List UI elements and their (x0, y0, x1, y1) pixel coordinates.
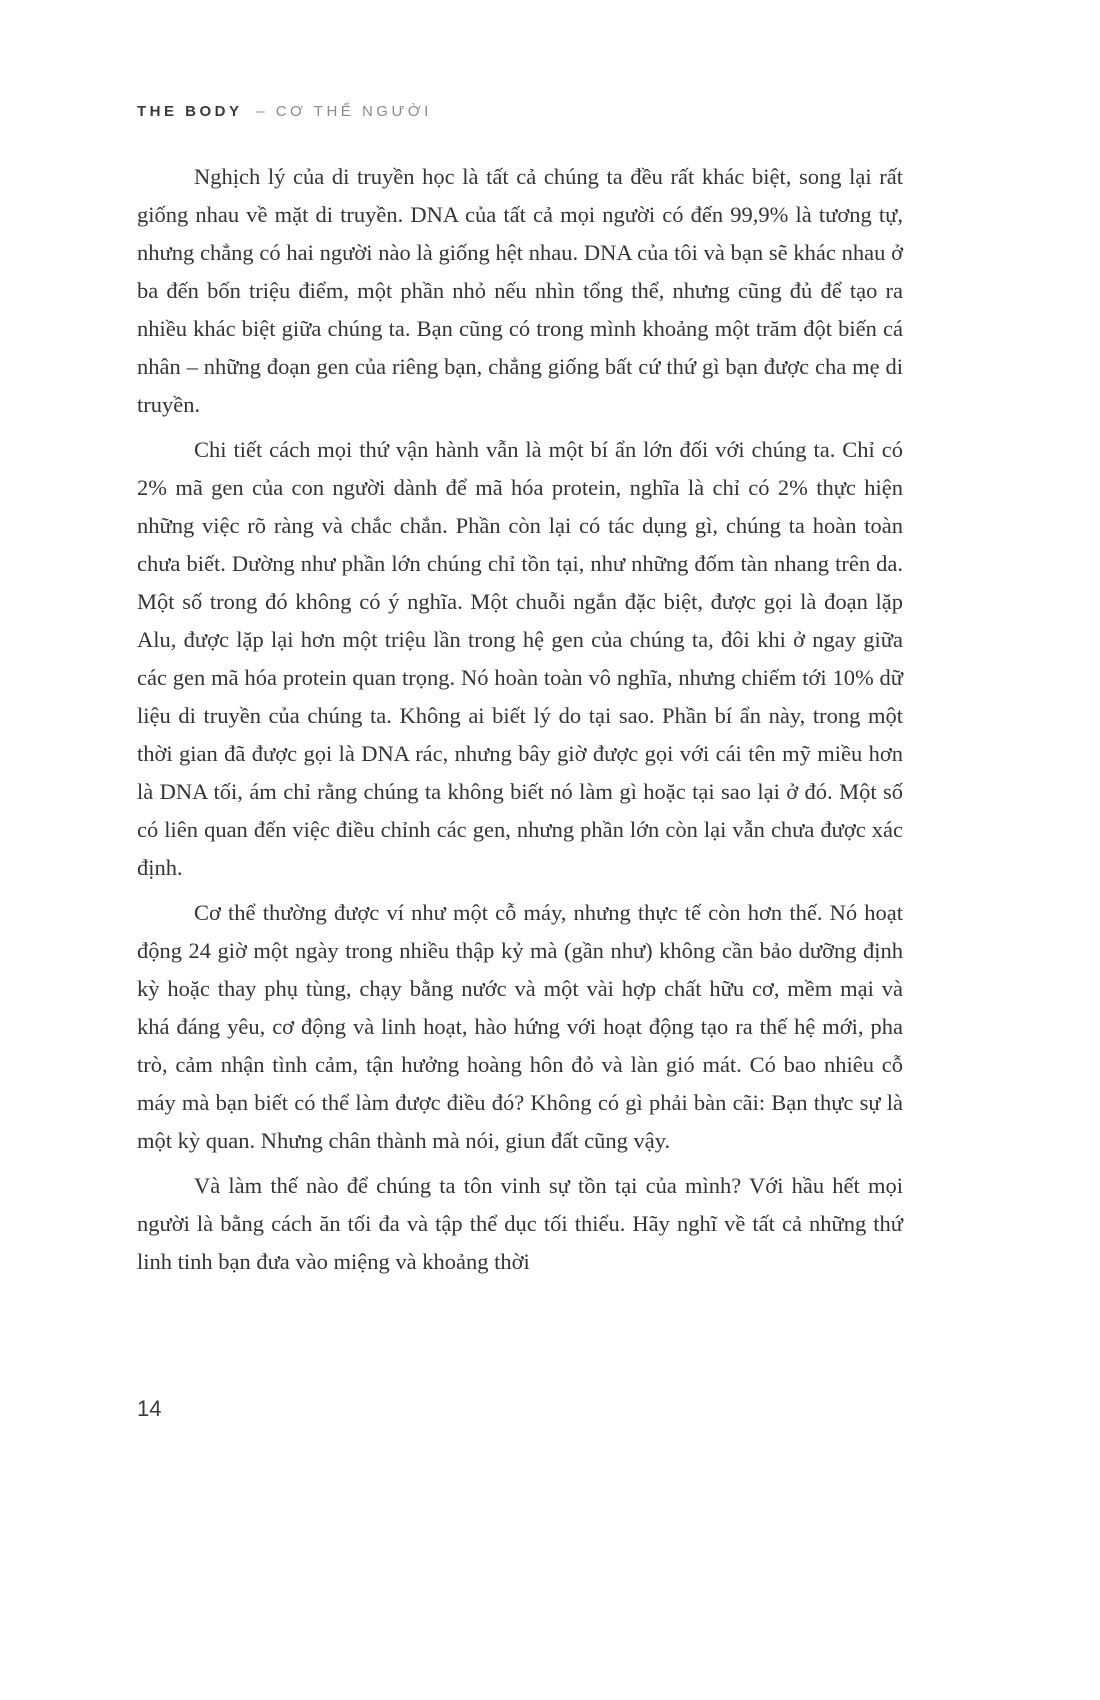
running-header (137, 103, 432, 120)
paragraph: Và làm thế nào để chúng ta tôn vinh sự tồn tại của mình? Với hầu hết mọi người là bằng cách ăn tối đa và tập thể dục tối thiểu. Hãy nghĩ về tất cả những thứ linh tinh bạn đưa vào miệng và khoảng thời (137, 1173, 903, 1274)
book-subtitle: – CƠ THỂ NGƯỜI (256, 103, 432, 120)
paragraph: Nghịch lý của di truyền học là tất cả chúng ta đều rất khác biệt, song lại rất giống nhau về mặt di truyền. DNA của tất cả mọi người có đến 99,9% là tương tự, nhưng chẳng có hai người nào là giống hệt nhau. DNA của tôi và bạn sẽ khác nhau ở ba đến bốn triệu điểm, một phần nhỏ nếu nhìn tổng thể, nhưng cũng đủ để tạo ra nhiều khác biệt giữa chúng ta. Bạn cũng có trong mình khoảng một trăm đột biến cá nhân – những đoạn gen của riêng bạn, chẳng giống bất cứ thứ gì bạn được cha mẹ di truyền. (137, 164, 903, 417)
paragraph: Cơ thể thường được ví như một cỗ máy, nhưng thực tế còn hơn thế. Nó hoạt động 24 giờ một ngày trong nhiều thập kỷ mà (gần như) không cần bảo dưỡng định kỳ hoặc thay phụ tùng, chạy bằng nước và một vài hợp chất hữu cơ, mềm mại và khá đáng yêu, cơ động và linh hoạt, hào hứng với hoạt động tạo ra thế hệ mới, pha trò, cảm nhận tình cảm, tận hưởng hoàng hôn đỏ và làn gió mát. Có bao nhiêu cỗ máy mà bạn biết có thể làm được điều đó? Không có gì phải bàn cãi: Bạn thực sự là một kỳ quan. Nhưng chân thành mà nói, giun đất cũng vậy. (137, 900, 903, 1153)
page-number: 14 (137, 1396, 162, 1421)
paragraph: Chi tiết cách mọi thứ vận hành vẫn là một bí ẩn lớn đối với chúng ta. Chỉ có 2% mã gen của con người dành để mã hóa protein, nghĩa là chỉ có 2% thực hiện những việc rõ ràng và chắc chắn. Phần còn lại có tác dụng gì, chúng ta hoàn toàn chưa biết. Dường như phần lớn chúng chỉ tồn tại, như những đốm tàn nhang trên da. Một số trong đó không có ý nghĩa. Một chuỗi ngắn đặc biệt, được gọi là đoạn lặp Alu, được lặp lại hơn một triệu lần trong hệ gen của chúng ta, đôi khi ở ngay giữa các gen mã hóa protein quan trọng. Nó hoàn toàn vô nghĩa, nhưng chiếm tới 10% dữ liệu di truyền của chúng ta. Không ai biết lý do tại sao. Phần bí ẩn này, trong một thời gian đã được gọi là DNA rác, nhưng bây giờ được gọi với cái tên mỹ miều hơn là DNA tối, ám chỉ rằng chúng ta không biết nó làm gì hoặc tại sao lại ở đó. Một số có liên quan đến việc điều chỉnh các gen, nhưng phần lớn còn lại vẫn chưa được xác định. (137, 437, 903, 880)
book-title: THE BODY (137, 103, 243, 120)
body-text (137, 158, 903, 1288)
